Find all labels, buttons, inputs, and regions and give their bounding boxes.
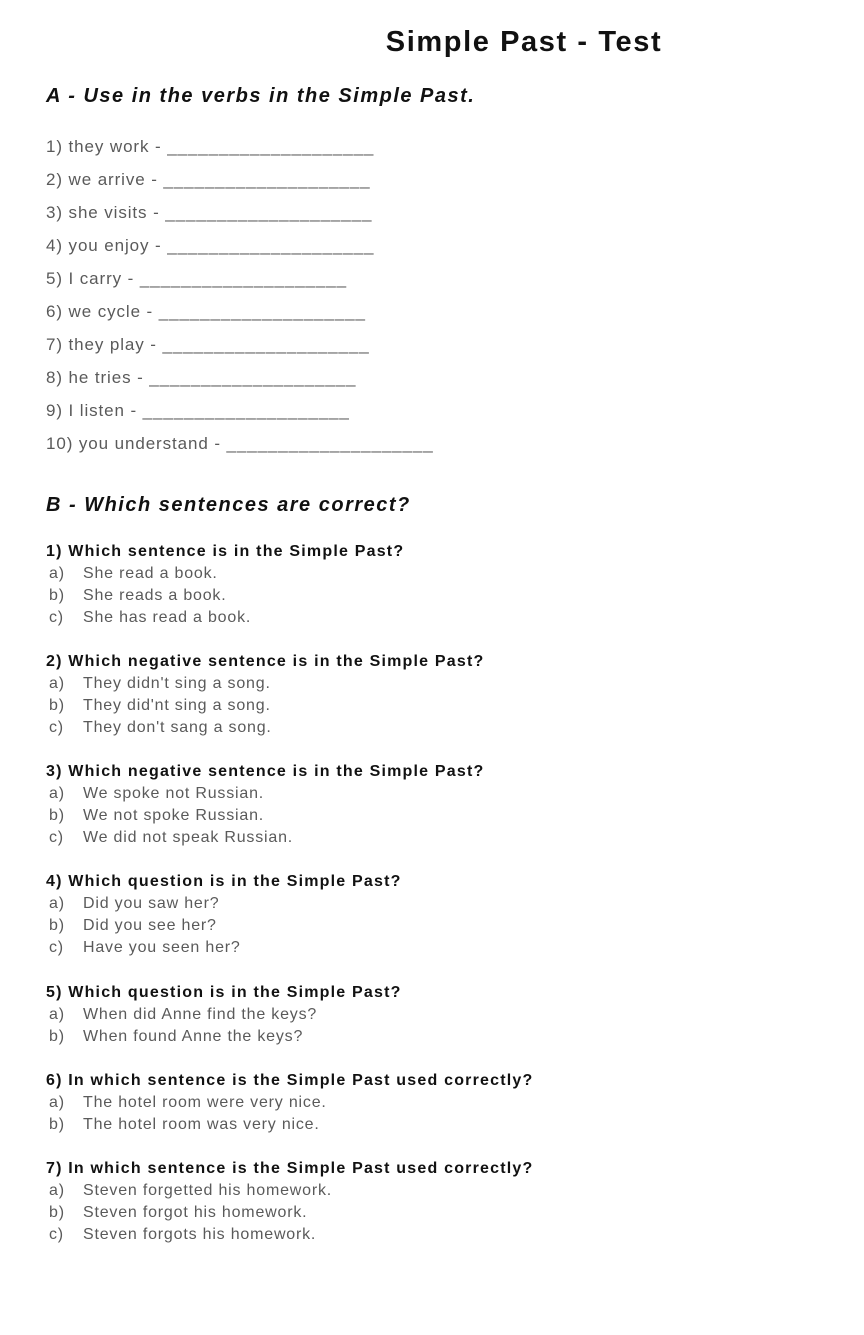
question-text: 5) Which question is in the Simple Past? <box>46 984 402 1001</box>
option-text: She has read a book. <box>83 609 252 626</box>
option-text: They did'nt sing a song. <box>83 697 271 714</box>
answer-option <box>46 1092 533 1114</box>
option-letter: a) <box>49 675 65 692</box>
option-text: They didn't sing a song. <box>83 675 271 692</box>
verb-exercise-list <box>46 135 434 465</box>
option-text: Have you seen her? <box>83 939 241 956</box>
answer-option <box>46 1114 533 1136</box>
question-text: 6) In which sentence is the Simple Past used correctly? <box>46 1072 534 1089</box>
option-letter: c) <box>49 1226 64 1243</box>
page-title: Simple Past - Test <box>385 26 663 58</box>
answer-option <box>46 563 404 585</box>
section-b-heading: B - Which sentences are correct? <box>46 494 411 516</box>
question-block <box>46 982 402 1048</box>
option-letter: b) <box>49 587 65 604</box>
answer-option <box>46 783 484 805</box>
verb-exercise-item: 7) they play - ____________________ <box>46 335 370 354</box>
question-text: 3) Which negative sentence is in the Simple Past? <box>46 763 485 780</box>
verb-exercise-item: 4) you enjoy - ____________________ <box>46 236 375 255</box>
answer-option <box>46 1026 402 1048</box>
option-letter: b) <box>49 807 65 824</box>
answer-option <box>46 915 402 937</box>
answer-option <box>46 717 484 739</box>
option-letter: c) <box>49 939 64 956</box>
option-text: Steven forgots his homework. <box>83 1226 317 1243</box>
verb-exercise-item: 6) we cycle - ____________________ <box>46 302 366 321</box>
option-letter: c) <box>49 609 64 626</box>
option-text: The hotel room was very nice. <box>83 1116 320 1133</box>
option-letter: a) <box>49 565 65 582</box>
question-block <box>46 761 484 849</box>
option-text: We spoke not Russian. <box>83 785 265 802</box>
answer-option <box>46 585 404 607</box>
option-letter: c) <box>49 719 64 736</box>
option-letter: a) <box>49 1006 65 1023</box>
verb-exercise-item: 1) they work - ____________________ <box>46 137 375 156</box>
question-text: 1) Which sentence is in the Simple Past? <box>46 543 405 560</box>
option-text: She read a book. <box>83 565 218 582</box>
question-text: 4) Which question is in the Simple Past? <box>46 873 402 890</box>
option-letter: b) <box>49 1116 65 1133</box>
option-text: Did you see her? <box>83 917 217 934</box>
option-letter: b) <box>49 1204 65 1221</box>
question-block <box>46 651 484 739</box>
answer-option <box>46 1180 533 1202</box>
option-text: They don't sang a song. <box>83 719 272 736</box>
option-text: Steven forgot his homework. <box>83 1204 308 1221</box>
option-text: The hotel room were very nice. <box>83 1094 327 1111</box>
answer-option <box>46 937 402 959</box>
answer-option <box>46 827 484 849</box>
verb-exercise-item: 3) she visits - ____________________ <box>46 203 373 222</box>
option-letter: b) <box>49 697 65 714</box>
option-letter: a) <box>49 895 65 912</box>
verb-exercise-item: 10) you understand - ____________________ <box>46 434 434 453</box>
question-text: 7) In which sentence is the Simple Past used correctly? <box>46 1160 534 1177</box>
option-text: We not spoke Russian. <box>83 807 265 824</box>
answer-option <box>46 1004 402 1026</box>
verb-exercise-item: 5) I carry - ____________________ <box>46 269 347 288</box>
question-block <box>46 541 404 629</box>
answer-option <box>46 695 484 717</box>
answer-option <box>46 805 484 827</box>
question-block <box>46 871 402 959</box>
option-text: When found Anne the keys? <box>83 1028 304 1045</box>
option-letter: a) <box>49 1094 65 1111</box>
option-letter: a) <box>49 1182 65 1199</box>
option-text: Steven forgetted his homework. <box>83 1182 333 1199</box>
option-letter: a) <box>49 785 65 802</box>
answer-option <box>46 673 484 695</box>
option-text: Did you saw her? <box>83 895 220 912</box>
option-text: When did Anne find the keys? <box>83 1006 318 1023</box>
section-a-heading: A - Use in the verbs in the Simple Past. <box>46 85 476 107</box>
question-text: 2) Which negative sentence is in the Simple Past? <box>46 653 485 670</box>
question-block <box>46 1158 533 1246</box>
option-letter: c) <box>49 829 64 846</box>
answer-option <box>46 607 404 629</box>
option-text: We did not speak Russian. <box>83 829 294 846</box>
question-block <box>46 1070 533 1136</box>
verb-exercise-item: 9) I listen - ____________________ <box>46 401 350 420</box>
option-text: She reads a book. <box>83 587 227 604</box>
verb-exercise-item: 2) we arrive - ____________________ <box>46 170 371 189</box>
answer-option <box>46 1202 533 1224</box>
verb-exercise-item: 8) he tries - ____________________ <box>46 368 357 387</box>
option-letter: b) <box>49 917 65 934</box>
answer-option <box>46 893 402 915</box>
option-letter: b) <box>49 1028 65 1045</box>
answer-option <box>46 1224 533 1246</box>
